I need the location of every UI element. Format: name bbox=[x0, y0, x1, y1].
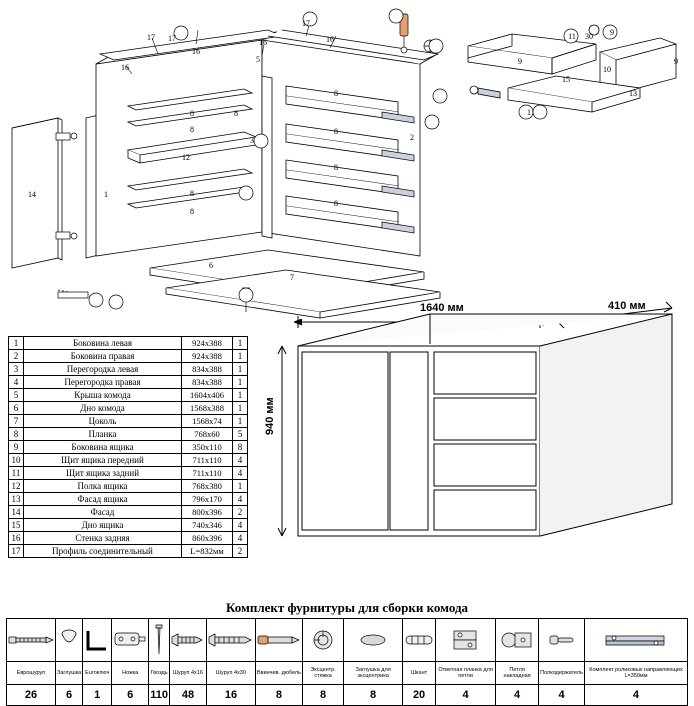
dimension-height-label: 940 мм bbox=[264, 397, 276, 435]
fitting-count: 8 bbox=[255, 685, 302, 706]
fitting-count: 8 bbox=[344, 685, 403, 706]
part-size: 740x346 bbox=[182, 519, 233, 532]
fitting-count: 16 bbox=[206, 685, 255, 706]
fitting-count: 48 bbox=[169, 685, 206, 706]
parts-table-row bbox=[9, 363, 248, 376]
fitting-count: 6 bbox=[112, 685, 149, 706]
part-number: 17 bbox=[9, 545, 24, 558]
svg-text:6: 6 bbox=[209, 261, 213, 270]
svg-text:2: 2 bbox=[410, 133, 414, 142]
fitting-count: 8 bbox=[302, 685, 343, 706]
part-number: 16 bbox=[9, 532, 24, 545]
parts-table-row bbox=[9, 337, 248, 350]
part-qty: 4 bbox=[233, 532, 248, 545]
cam-cap-icon bbox=[344, 619, 403, 662]
svg-text:8: 8 bbox=[334, 163, 338, 172]
fitting-count: 4 bbox=[539, 685, 585, 706]
part-size: 924x388 bbox=[182, 337, 233, 350]
part-qty: 1 bbox=[233, 363, 248, 376]
part-qty: 5 bbox=[233, 428, 248, 441]
part-qty: 4 bbox=[233, 493, 248, 506]
fitting-name: Заглушка для эксцентрика bbox=[344, 662, 403, 685]
part-number: 15 bbox=[9, 519, 24, 532]
hinge-icon bbox=[496, 619, 539, 662]
slide-rail-icon bbox=[584, 619, 687, 662]
fitting-name: Эксцентр. стяжка bbox=[302, 662, 343, 685]
part-size: 768x380 bbox=[182, 480, 233, 493]
part-name: Стенка задняя bbox=[24, 532, 182, 545]
part-qty: 1 bbox=[233, 337, 248, 350]
svg-text:5: 5 bbox=[256, 55, 260, 64]
parts-table-row bbox=[9, 350, 248, 363]
part-name: Крыша комода bbox=[24, 389, 182, 402]
part-qty: 2 bbox=[233, 545, 248, 558]
part-qty: 1 bbox=[233, 350, 248, 363]
part-size: 1568x74 bbox=[182, 415, 233, 428]
part-qty: 1 bbox=[233, 415, 248, 428]
svg-text:13: 13 bbox=[629, 89, 637, 98]
part-size: 796x170 bbox=[182, 493, 233, 506]
screw-4x16-icon bbox=[169, 619, 206, 662]
parts-table-row bbox=[9, 389, 248, 402]
svg-text:3: 3 bbox=[250, 136, 254, 145]
nail-icon bbox=[149, 619, 170, 662]
svg-text:14: 14 bbox=[28, 190, 36, 199]
svg-text:9: 9 bbox=[674, 57, 678, 66]
svg-text:9: 9 bbox=[610, 28, 614, 37]
svg-text:17: 17 bbox=[168, 34, 176, 43]
part-name: Щит ящика задний bbox=[24, 467, 182, 480]
parts-table-row bbox=[9, 454, 248, 467]
svg-text:1: 1 bbox=[527, 108, 531, 117]
fitting-count: 4 bbox=[496, 685, 539, 706]
part-number: 12 bbox=[9, 480, 24, 493]
cam-lock-icon bbox=[302, 619, 343, 662]
part-name: Профиль соединительный bbox=[24, 545, 182, 558]
fitting-name: Петля накладная bbox=[496, 662, 539, 685]
parts-table-row bbox=[9, 532, 248, 545]
parts-table-row bbox=[9, 467, 248, 480]
svg-text:1: 1 bbox=[104, 190, 108, 199]
fitting-name: Шуруп 4х16 bbox=[169, 662, 206, 685]
fitting-name: Шуруп 4х30 bbox=[206, 662, 255, 685]
part-number: 13 bbox=[9, 493, 24, 506]
svg-text:8: 8 bbox=[190, 109, 194, 118]
hinge-plate-icon bbox=[436, 619, 496, 662]
shelf-holder-icon bbox=[539, 619, 585, 662]
svg-text:7: 7 bbox=[290, 273, 294, 282]
cap-icon bbox=[56, 619, 83, 662]
parts-table-row bbox=[9, 376, 248, 389]
part-name: Полка ящика bbox=[24, 480, 182, 493]
svg-text:9: 9 bbox=[518, 57, 522, 66]
part-number: 4 bbox=[9, 376, 24, 389]
part-number: 5 bbox=[9, 389, 24, 402]
hinge-marks-left bbox=[56, 133, 77, 239]
part-number: 1 bbox=[9, 337, 24, 350]
part-name: Щит ящика передний bbox=[24, 454, 182, 467]
part-number: 10 bbox=[9, 454, 24, 467]
fitting-name: Euroключ bbox=[83, 662, 112, 685]
part-size: 711x110 bbox=[182, 467, 233, 480]
svg-text:8: 8 bbox=[334, 199, 338, 208]
foot-icon bbox=[112, 619, 149, 662]
parts-table-row bbox=[9, 519, 248, 532]
svg-text:15: 15 bbox=[562, 75, 570, 84]
fitting-count: 4 bbox=[584, 685, 687, 706]
exploded-view-diagram bbox=[0, 0, 694, 330]
fitting-name: Заглушка bbox=[56, 662, 83, 685]
part-size: 800x396 bbox=[182, 506, 233, 519]
part-name: Боковина левая bbox=[24, 337, 182, 350]
part-name: Перегородка левая bbox=[24, 363, 182, 376]
part-number: 6 bbox=[9, 402, 24, 415]
dimension-width-label: 1640 мм bbox=[420, 302, 464, 314]
fitting-name: Ножка bbox=[112, 662, 149, 685]
svg-text:16: 16 bbox=[121, 63, 129, 72]
part-size: 834x388 bbox=[182, 376, 233, 389]
parts-table-row bbox=[9, 428, 248, 441]
part-number: 14 bbox=[9, 506, 24, 519]
part-number: 7 bbox=[9, 415, 24, 428]
svg-text:16: 16 bbox=[326, 35, 334, 44]
parts-table-row bbox=[9, 493, 248, 506]
euro-screw-icon bbox=[7, 619, 56, 662]
svg-text:17: 17 bbox=[302, 19, 310, 28]
part-name: Планка bbox=[24, 428, 182, 441]
allen-key-icon bbox=[83, 619, 112, 662]
svg-text:8: 8 bbox=[190, 207, 194, 216]
part-number: 11 bbox=[9, 467, 24, 480]
fitting-name: Еврошуруп bbox=[7, 662, 56, 685]
part-size: 711x110 bbox=[182, 454, 233, 467]
fitting-name: Шкант bbox=[403, 662, 436, 685]
part-qty: 1 bbox=[233, 389, 248, 402]
part-facade-left bbox=[12, 118, 62, 268]
part-qty: 4 bbox=[233, 467, 248, 480]
fitting-count: 1 bbox=[83, 685, 112, 706]
part-qty: 4 bbox=[233, 519, 248, 532]
part-size: 350x110 bbox=[182, 441, 233, 454]
svg-text:8: 8 bbox=[334, 89, 338, 98]
fitting-count: 110 bbox=[149, 685, 170, 706]
parts-table-row bbox=[9, 545, 248, 558]
fitting-name: Полкодержатель bbox=[539, 662, 585, 685]
part-size: 768x60 bbox=[182, 428, 233, 441]
svg-text:8: 8 bbox=[234, 109, 238, 118]
svg-text:11: 11 bbox=[568, 32, 576, 41]
svg-text:16: 16 bbox=[192, 47, 200, 56]
part-qty: 1 bbox=[233, 376, 248, 389]
screw-4x30-icon bbox=[206, 619, 255, 662]
part-size: 834x388 bbox=[182, 363, 233, 376]
svg-text:30: 30 bbox=[585, 32, 593, 41]
part-name: Боковина ящика bbox=[24, 441, 182, 454]
part-size: L=832мм bbox=[182, 545, 233, 558]
fittings-table bbox=[6, 618, 688, 706]
svg-text:16: 16 bbox=[259, 38, 267, 47]
fitting-count: 26 bbox=[7, 685, 56, 706]
part-divider-3 bbox=[262, 76, 272, 238]
part-qty: 8 bbox=[233, 441, 248, 454]
dimension-depth-label: 410 мм bbox=[608, 300, 646, 312]
part-qty: 4 bbox=[233, 454, 248, 467]
part-name: Цоколь bbox=[24, 415, 182, 428]
part-qty: 2 bbox=[233, 506, 248, 519]
part-qty: 1 bbox=[233, 402, 248, 415]
parts-table-row bbox=[9, 415, 248, 428]
part-size: 860x396 bbox=[182, 532, 233, 545]
parts-table-row bbox=[9, 441, 248, 454]
part-name: Перегородка правая bbox=[24, 376, 182, 389]
dowel-icon bbox=[403, 619, 436, 662]
parts-table bbox=[8, 336, 248, 558]
part-size: 1568x388 bbox=[182, 402, 233, 415]
part-name: Дно ящика bbox=[24, 519, 182, 532]
fitting-count: 20 bbox=[403, 685, 436, 706]
fitting-count: 6 bbox=[56, 685, 83, 706]
svg-text:12: 12 bbox=[182, 153, 190, 162]
svg-text:8: 8 bbox=[190, 189, 194, 198]
part-size: 1604x406 bbox=[182, 389, 233, 402]
part-number: 9 bbox=[9, 441, 24, 454]
part-name: Фасад ящика bbox=[24, 493, 182, 506]
svg-text:17: 17 bbox=[147, 33, 155, 42]
part-number: 2 bbox=[9, 350, 24, 363]
parts-table-row bbox=[9, 480, 248, 493]
part-number: 3 bbox=[9, 363, 24, 376]
svg-text:8: 8 bbox=[190, 125, 194, 134]
part-qty: 1 bbox=[233, 480, 248, 493]
product-dimension-view bbox=[268, 300, 688, 560]
confirmat-icon bbox=[255, 619, 302, 662]
parts-table-row bbox=[9, 506, 248, 519]
fitting-name: Ввинчив. дюбель bbox=[255, 662, 302, 685]
fitting-name: Ответная планка для петли bbox=[436, 662, 496, 685]
part-name: Фасад bbox=[24, 506, 182, 519]
fitting-name: Комплект роликовых направляющих L=350мм bbox=[584, 662, 687, 685]
svg-text:10: 10 bbox=[603, 65, 611, 74]
fitting-count: 4 bbox=[436, 685, 496, 706]
fittings-title: Комплект фурнитуры для сборки комода bbox=[225, 600, 469, 615]
svg-text:8: 8 bbox=[334, 127, 338, 136]
part-number: 8 bbox=[9, 428, 24, 441]
fitting-name: Гвоздь bbox=[149, 662, 170, 685]
part-name: Дно комода bbox=[24, 402, 182, 415]
part-size: 924x388 bbox=[182, 350, 233, 363]
parts-table-row bbox=[9, 402, 248, 415]
part-name: Боковина правая bbox=[24, 350, 182, 363]
